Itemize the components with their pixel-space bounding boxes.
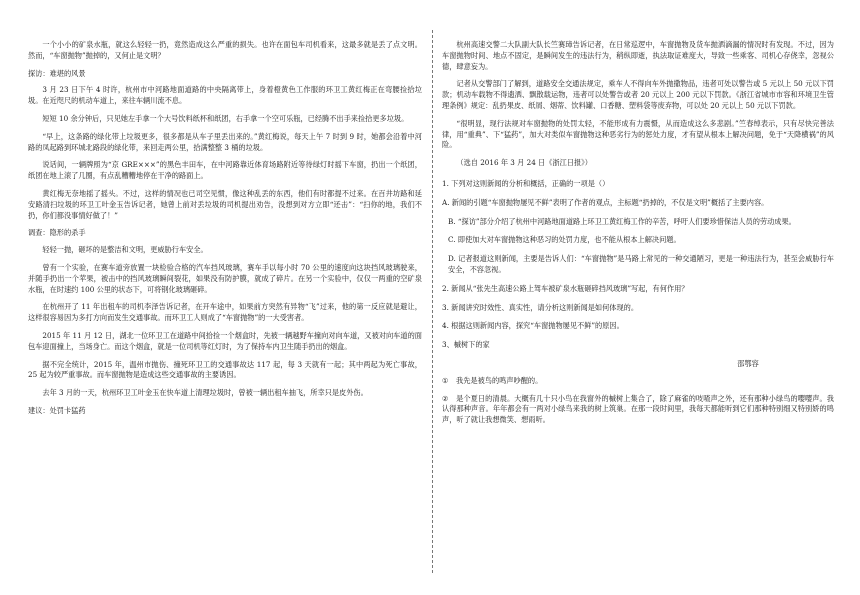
- question-1: 1. 下列对这则新闻的分析和概括，正确的一项是（）: [442, 178, 610, 188]
- paragraph: 黄红梅无奈地摇了摇头。不过，这样的情况也已司空见惯，像这种乱丢的东西，他们有时都提不过来。在百井坊路和延安路清扫垃圾的环卫工叶金玉告诉记者，她曾上前对丢垃圾的司机提出劝告，没想到对方立即“还击”：“扫你的地，我们不扔，你们都没事情好做了！”: [28, 188, 422, 220]
- paragraph-text: 我先是被鸟的鸣声吵醒的。: [456, 375, 543, 385]
- paragraph: 去年 3 月的一天，杭州环卫工叶金玉在快车道上清理垃圾时，曾被一辆出租车抽飞，所幸只是皮外伤。: [42, 388, 368, 398]
- option-b: B. “探访”部分介绍了杭州中河路地面道路上环卫工黄红梅工作的辛苦，呼吁人们要珍惜保洁人员的劳动成果。: [448, 216, 796, 226]
- question-3: 3. 新闻讲究时效性、真实性，请分析这则新闻是如何体现的。: [442, 302, 639, 312]
- numbered-paragraph: [442, 394, 834, 426]
- paragraph: 一个小小的矿泉水瓶，就这么轻轻一扔，竟然造成这么严重的损失。也许在面包车司机看来，这最多就是丢了点文明。然而，“车窗抛物”抛掉的，又何止是文明？: [28, 40, 422, 60]
- question-2: 2. 新闻从“张先生高速公路上驾车被矿泉水瓶砸碎挡风玻璃”写起，有何作用？: [442, 283, 689, 293]
- left-column: [28, 40, 422, 587]
- source-citation: （选自 2016 年 3 月 24 日《浙江日报》）: [456, 158, 592, 168]
- paragraph: 2015 年 11 月 12 日，湖北一位环卫工在道路中间拾捡一个烟盒时，先被一辆越野车撞向对向车道，又被对向车道的面包车迎面撞上，当场身亡。而这个烟盒，就是一位司机等红灯时，为了保持车内卫生随手扔出的烟盒。: [28, 330, 422, 351]
- paragraph-number: ①: [442, 375, 449, 385]
- paragraph: “早上，这条路的绿化带上垃圾更多，很多都是从车子里丢出来的。”黄红梅说，每天上午 7 时到 9 时，她都会沿着中河路的凤起路到环城北路段的绿化带，来回走两公里，拾满整整 3 桶的垃圾。: [28, 131, 422, 152]
- option-a: A. 新闻的引题“车窗抛物屡见不鲜”表明了作者的观点，主标题“扔掉的，不仅是文明”概括了主要内容。: [442, 197, 769, 207]
- section-heading: 建议：处罚卡猛药: [28, 405, 86, 415]
- paragraph: 说话间，一辆牌照为“京 GRE×××”的黑色丰田车，在中河路靠近体育场路附近等待绿灯时摇下车窗，扔出一个纸团，纸团在地上滚了几圈，有点乱糟糟地停在干净的路面上。: [28, 160, 422, 181]
- right-column: [442, 40, 834, 587]
- section-heading: 探访：难堪的风景: [28, 68, 86, 78]
- paragraph: 3 月 23 日下午 4 时许，杭州市中河路地面道路的中央隔离带上，身着橙黄色工作服的环卫工黄红梅正在弯腰捡拾垃圾。在近咫尺的机动车道上，来往车辆川流不息。: [28, 85, 422, 106]
- numbered-paragraph: [442, 376, 834, 387]
- paragraph: 短短 10 余分钟后，只见她左手拿一个大号饮料纸杯和纸团，右手拿一个空可乐瓶，已经腾不出手来捡拾更多垃圾。: [42, 113, 409, 123]
- paragraph-number: ②: [442, 393, 449, 403]
- section-title: 3、槭树下的家: [442, 340, 490, 350]
- paragraph: “很明显，现行法规对车窗抛物的处罚太轻，不能形成有力震慑，从而造成这么多悲剧。”竺春绰表示，只有尽快完善法律，用“重典”、下“猛药”，加大对类似车窗抛物这种恶劣行为的惩处力度，才有望从根本上解决问题，免于“天降横祸”的风险。: [442, 118, 834, 150]
- section-heading: 调查：隐形的杀手: [28, 228, 86, 238]
- paragraph: 记者从交警部门了解到，道路安全交通法规定，乘车人不得向车外抛撒物品，违者可处以警告或 5 元以上 50 元以下罚款；机动车载物不得遗洒、飘散载运物，违者可以处警告或者 20 元以上 200 元以下罚款。《浙江省城市市容和环境卫生管理条例》规定：乱扔果皮、纸屑、烟蒂、饮料罐、口香糖、塑料袋等废弃物，可以处 20 元以上 50 元以下罚款。: [442, 79, 834, 110]
- paragraph: 曾有一个实验，在赛车道旁放置一块检验合格的汽车挡风玻璃，赛车手以每小时 70 公里的速度向这块挡风玻璃驶来，并随手扔出一个苹果，被击中的挡风玻璃瞬间裂花，如果没有防护膜，就成了碎片。在另一个实验中，仅仅一两重的空矿泉水瓶，在时速约 100 公里的状态下，可将钢化玻璃砸碎。: [28, 262, 422, 294]
- author-name: 邵鄂容: [737, 358, 759, 368]
- paragraph: 杭州高速交警二大队副大队长竺赛璋告诉记者，在日常巡逻中，车窗抛物及货车抛洒滴漏的情况时有发现。不过，因为车窗抛物时间、地点不固定，是瞬间发生的违法行为，稍纵即逝，执法取证难度大，导致一些乘客、司机心存侥幸，忽视公德，肆意妄为。: [442, 40, 834, 71]
- paragraph-text: 是个夏日的清晨。大概有几十只小鸟在我窗外的槭树上集合了，除了麻雀的吱喳声之外，还有那种小绿鸟的嘤嘤声。我认得那种声音。年年都会有一两对小绿鸟来我的树上筑巢。在那一段时间里，我每天都能听到它们那种特别细又特别娇的鸣声，听了就让我想微笑、想雨听。: [442, 393, 834, 425]
- column-divider: [432, 30, 433, 573]
- paragraph: 在杭州开了 11 年出租车的司机李泽告诉记者，在开车途中，如果前方突然有异物“飞”过来，他的第一反应就是避让，这样很容易因为多打方向而发生交通事故。而环卫工人则成了“车窗抛物”的一大受害者。: [28, 302, 422, 323]
- paragraph: 轻轻一抛，砸坏的是整洁和文明，更威胁行车安全。: [42, 245, 208, 255]
- option-d: D. 记者报道这则新闻，主要是告诉人们：“车窗抛物”是马路上常见的一种交通陋习，更是一种违法行为，甚至会威胁行车安全，不容忽视。: [448, 254, 834, 274]
- question-4: 4. 根据这则新闻内容，探究“车窗抛物屡见不鲜”的原因。: [442, 321, 624, 331]
- paragraph: 据不完全统计，2015 年，温州市抛伤、撞死环卫工的交通事故达 117 起，每 3 天就有一起；其中两起为死亡事故，25 起为较严重事故。而车窗抛物是造成这些交通事故的主要诱因。: [28, 359, 422, 380]
- option-c: C. 即使加大对车窗抛物这种恶习的处罚力度，也不能从根本上解决问题。: [448, 235, 681, 245]
